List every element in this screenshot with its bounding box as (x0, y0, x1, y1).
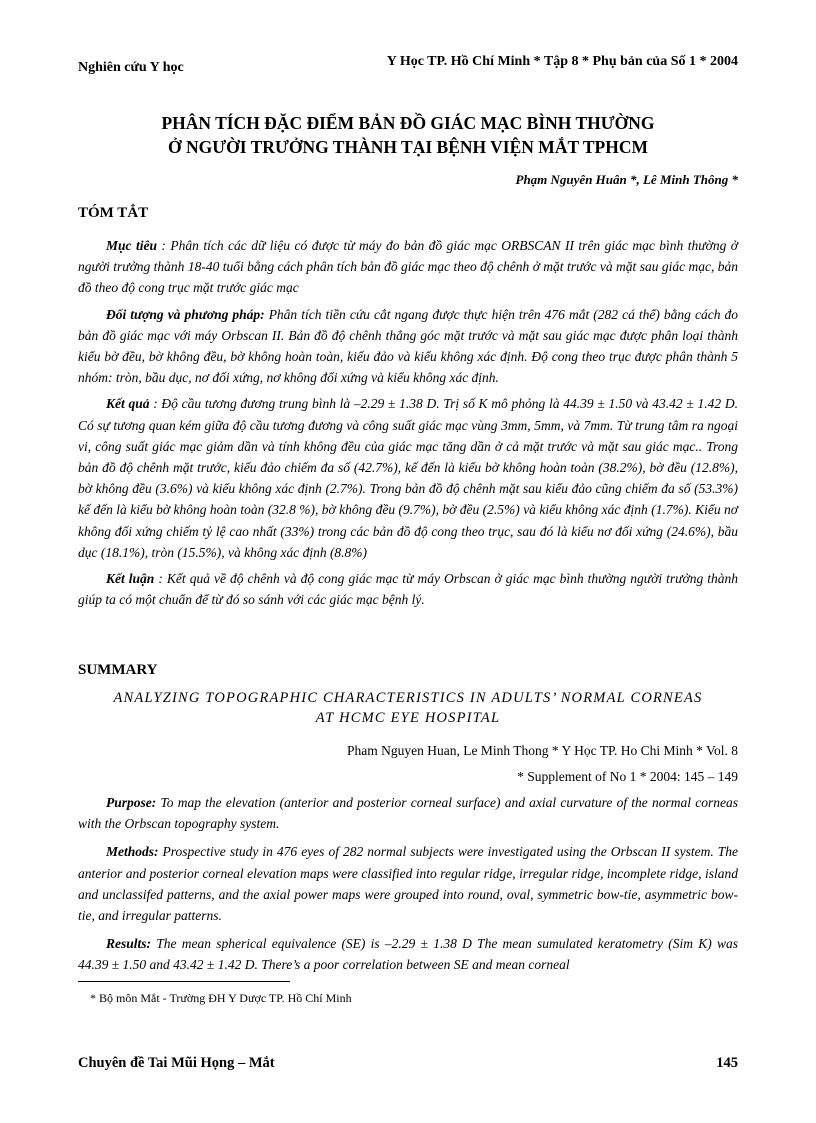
paper-page (78, 0, 738, 1123)
ket-qua-label: Kết quả (106, 396, 150, 412)
journal-citation: Y Học TP. Hồ Chí Minh * Tập 8 * Phụ bản của Số 1 * 2004 (386, 54, 738, 69)
results-paragraph (78, 933, 738, 975)
methods-label: Methods: (106, 844, 159, 860)
muc-tieu-label: Mục tiêu (106, 238, 157, 253)
doi-tuong-text: Phân tích tiền cứu cắt ngang được thực hiện trên 476 mắt (282 cá thể) bằng cách đo bản đồ giác mạc với máy Orbscan II. Bản đồ độ chênh thẳng góc mặt trước và mặt sau giác mạc được phân loại thành kiểu bờ đều, bờ không đều, bờ không hoàn toàn, kiểu đảo và kiểu không xác định. Độ cong theo trục được phân thành 5 nhóm: tròn, bầu dục, nơ đối xứng, nơ không đối xứng và kiểu không xác định. (78, 306, 738, 386)
ket-luan-paragraph (78, 568, 738, 610)
summary-heading: SUMMARY (78, 662, 158, 678)
ket-qua-paragraph (78, 393, 738, 563)
purpose-label: Purpose: (106, 795, 157, 810)
purpose-text: To map the elevation (anterior and posterior corneal surface) and axial curvature of the normal corneas with the Orbscan topography system. (78, 795, 738, 832)
en-title-line-1: ANALYZING TOPOGRAPHIC CHARACTERISTICS IN ADULTS’ NORMAL CORNEAS (113, 690, 703, 706)
authors-en-line-2: * Supplement of No 1 * 2004: 145 – 149 (517, 769, 738, 784)
results-label: Results: (106, 936, 152, 952)
methods-text: Prospective study in 476 eyes of 282 normal subjects were investigated using the Orbscan II system. The anterior and posterior corneal elevation maps were classified into regular ridge, irregular ridge, incomplete ridge, island and unclassifed patterns, and the axial power maps were grouped into round, oval, symmetric bow-tie, asymmetric bow-tie, and irregular patterns. (78, 844, 738, 924)
results-text: The mean spherical equivalence (SE) is –2.29 ± 1.38 D The mean sumulated keratometry (Sim K) was 44.39 ± 1.50 and 43.42 ± 1.42 D. There’s a poor correlation between SE and mean corneal (78, 936, 738, 973)
title-line-2: Ở NGƯỜI TRƯỞNG THÀNH TẠI BỆNH VIỆN MẮT TPHCM (167, 137, 649, 157)
purpose-paragraph (78, 792, 738, 834)
title-line-1: PHÂN TÍCH ĐẶC ĐIỂM BẢN ĐỒ GIÁC MẠC BÌNH THƯỜNG (161, 113, 655, 133)
paper-title-en (78, 688, 738, 728)
ket-qua-text: : Độ cầu tương đương trung bình là –2.29 ± 1.38 D. Trị số K mô phỏng là 44.39 ± 1.50 và 43.42 ± 1.42 D. Có sự tương quan kém giữa độ cầu tương đương và công suất giác mạc vùng 3mm, 5mm, và 7mm. Từ trung tâm ra ngoại vi, công suất giác mạc giảm dần và tính không đều của giác mạc tăng dần ở cả mặt trước và mặt sau giác mạc.. Trong bản đồ độ chênh mặt trước, kiểu đảo chiếm đa số (42.7%), kế đến là kiểu bờ không hoàn toàn (38.2%), bờ đều (12.8%), bờ không đều (3.6%) và kiểu không xác định (2.7%). Trong bản đồ độ chênh mặt sau kiểu đảo cũng chiếm đa số (53.3%) kế đến là kiểu bờ không hoàn toàn (32.8 %), bờ không đều (9.7%), bờ đều (2.5%) và kiểu không xác định (1.7%). Kiểu nơ không đối xứng chiếm tỷ lệ cao nhất (33%) trong các bản đồ độ cong theo trục, sau đó là kiểu nơ đối xứng (24.6%), bầu dục (18.1%), tròn (15.5%), và không xác định (8.8%) (78, 396, 738, 560)
muc-tieu-paragraph (78, 235, 738, 299)
journal-section-label: Nghiên cứu Y học (78, 60, 184, 75)
authors-en-line-1: Pham Nguyen Huan, Le Minh Thong * Y Học TP. Ho Chi Minh * Vol. 8 (346, 743, 738, 758)
ket-luan-text: : Kết quả về độ chênh và độ cong giác mạc từ máy Orbscan ở giác mạc bình thường người trưởng thành giúp ta có một chuẩn để từ đó so sánh với các giác mạc bệnh lý. (78, 571, 738, 608)
ket-luan-label: Kết luận (106, 571, 155, 587)
en-title-line-2: AT HCMC EYE HOSPITAL (315, 710, 501, 726)
doi-tuong-label: Đối tượng và phương pháp: (106, 306, 265, 322)
muc-tieu-text: : Phân tích các dữ liệu có được từ máy đo bản đồ giác mạc ORBSCAN II trên giác mạc bình thường ở người trưởng thành 18-40 tuổi bằng cách phân tích bản đồ giác mạc theo độ chênh ở mặt trước và mặt sau giác mạc, bản đồ theo độ cong trục mặt trước giác mạc (78, 238, 738, 296)
footnote: * Bộ môn Mắt - Trường ĐH Y Dược TP. Hồ Chí Minh (90, 991, 352, 1005)
page-number: 145 (716, 1055, 738, 1071)
doi-tuong-paragraph (78, 304, 738, 389)
authors-en (347, 738, 738, 790)
footnote-divider (78, 981, 290, 982)
methods-paragraph (78, 841, 738, 926)
abstract-vn (78, 235, 738, 615)
footer-journal-topic: Chuyên đề Tai Mũi Họng – Mắt (78, 1055, 275, 1071)
authors-vn: Phạm Nguyên Huân *, Lê Minh Thông * (515, 172, 738, 187)
tom-tat-heading: TÓM TẮT (78, 205, 149, 221)
abstract-en (78, 792, 738, 983)
paper-title-vn (78, 111, 738, 159)
